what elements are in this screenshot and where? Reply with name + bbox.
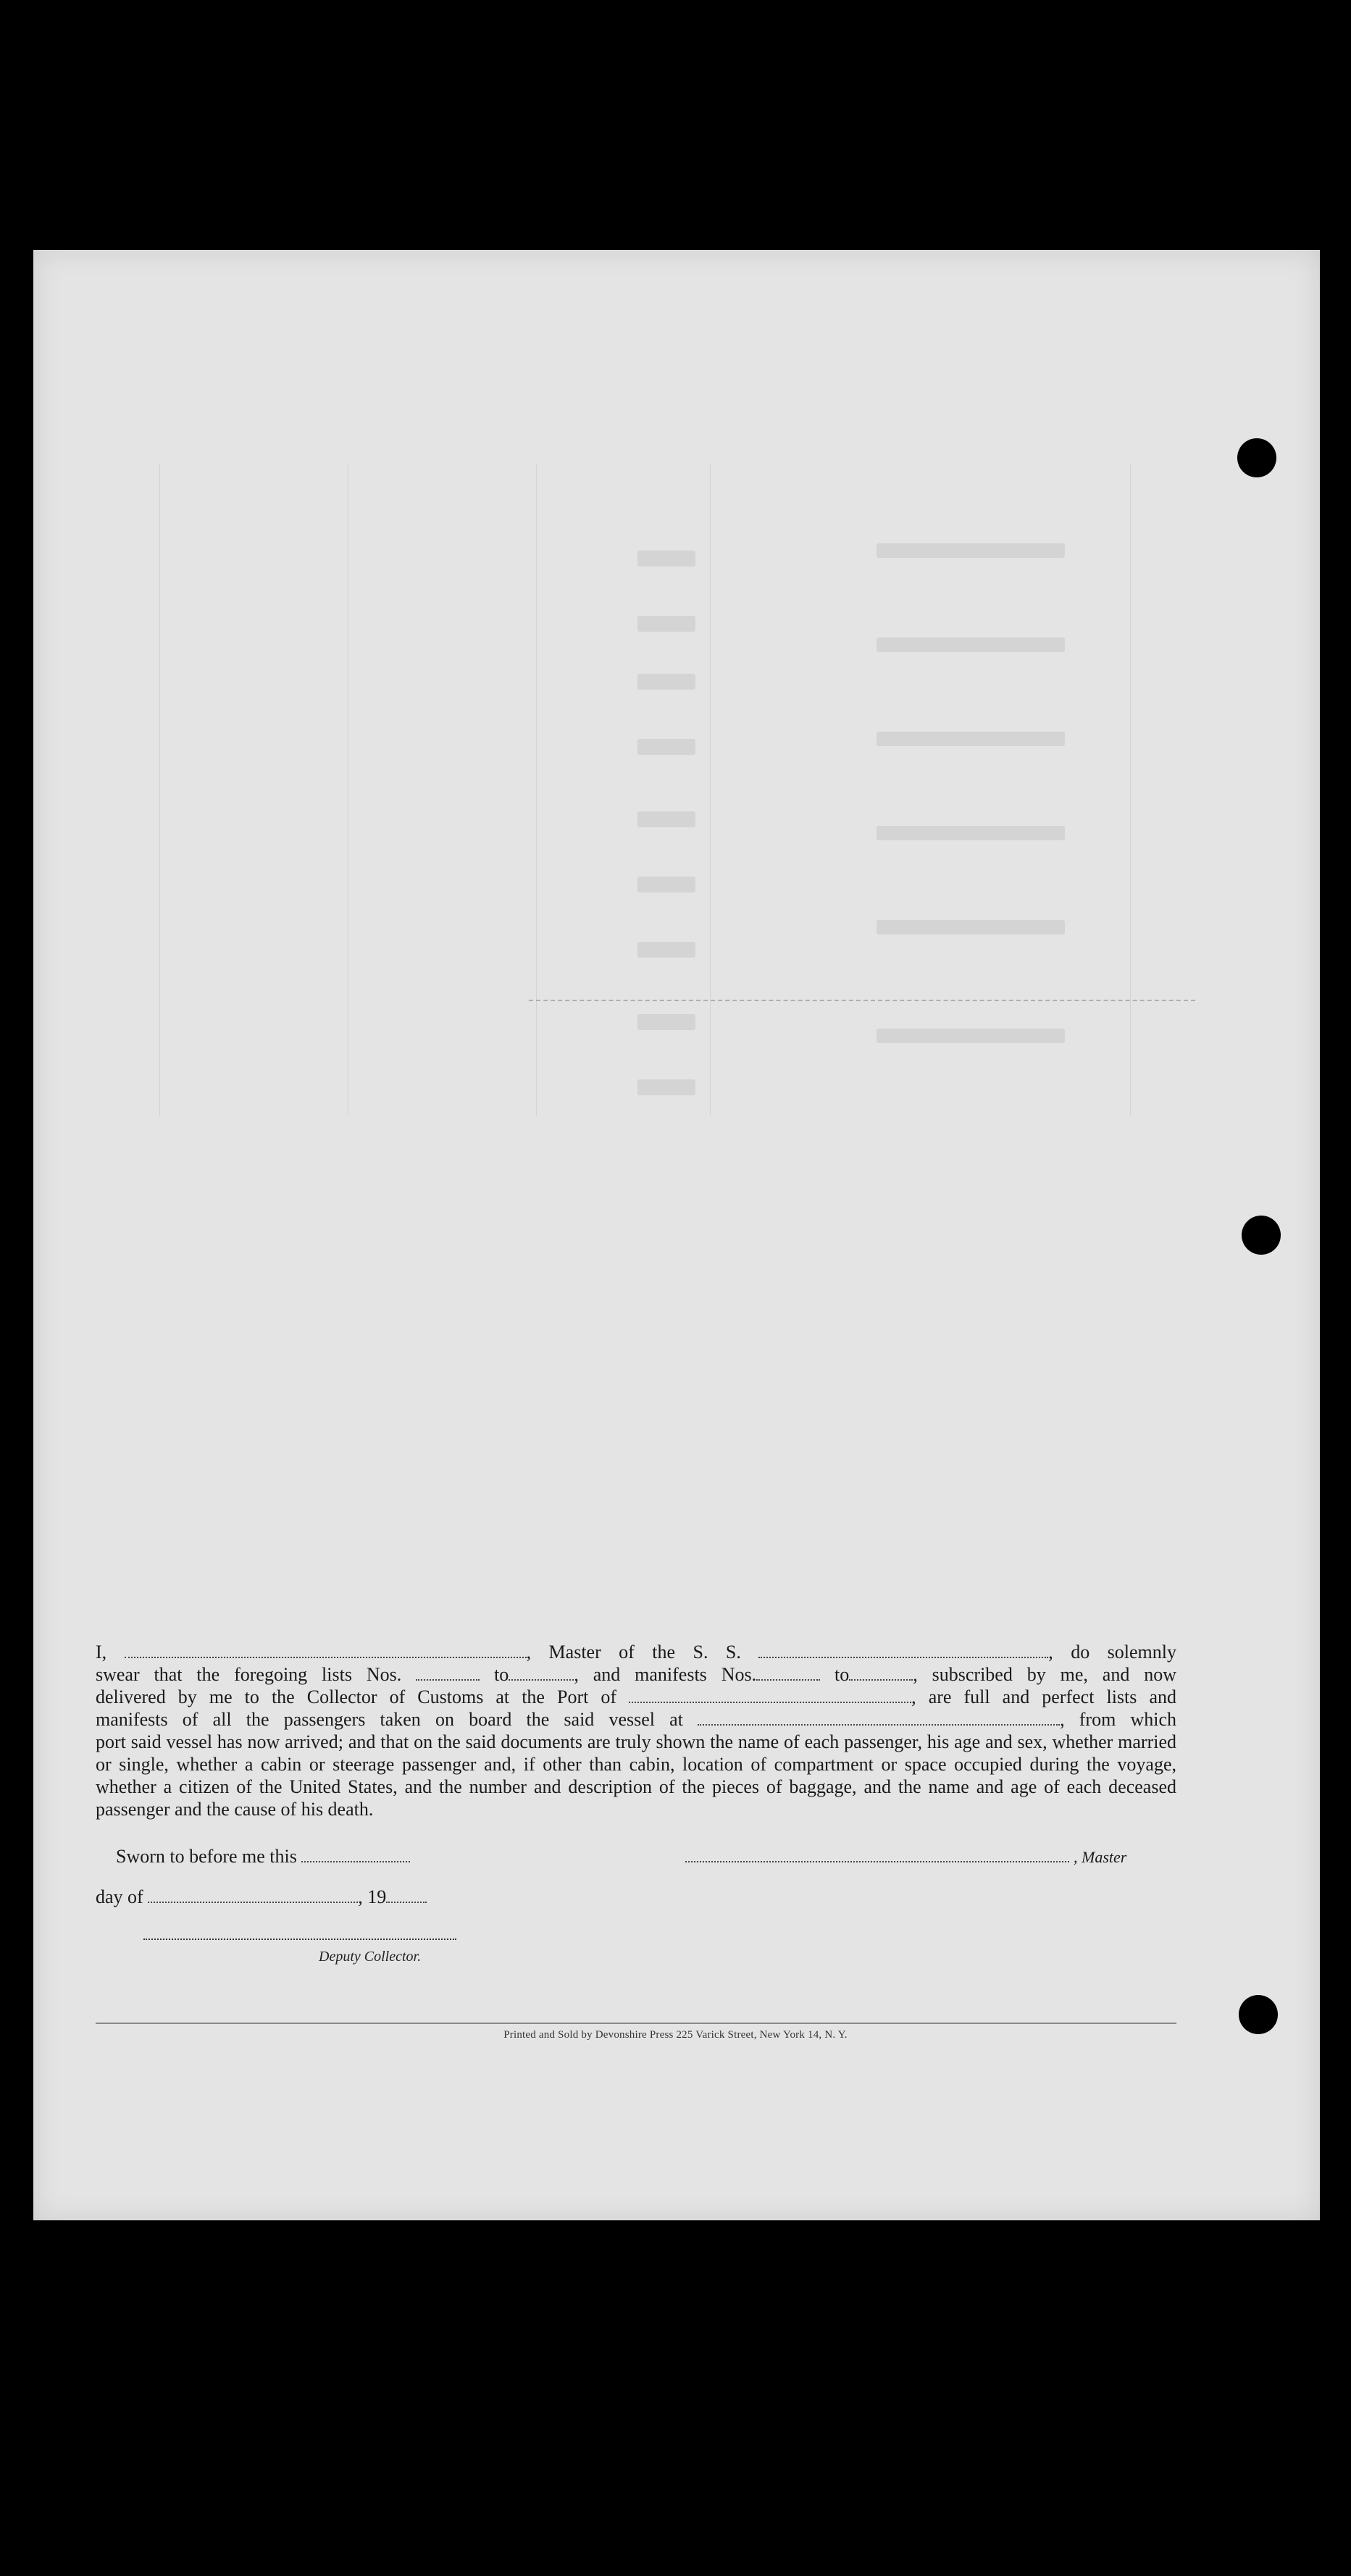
oath-text: to <box>835 1664 850 1685</box>
blank-manifest-to <box>849 1666 913 1681</box>
blank-departure-port <box>698 1711 1060 1726</box>
blank-manifest-from <box>756 1666 820 1681</box>
blank-list-to <box>509 1666 574 1681</box>
printer-imprint: Printed and Sold by Devonshire Press 225 Varick Street, New York 14, N. Y. <box>503 2029 848 2041</box>
oath-text: to <box>494 1664 509 1685</box>
show-through-table <box>72 464 1174 1116</box>
blank-vessel-name <box>758 1644 1048 1658</box>
blank-year <box>386 1889 427 1903</box>
oath-text: , subscribed by me, and now <box>913 1664 1177 1685</box>
oath-line-3 <box>96 1686 1176 1708</box>
oath-text: swear that the foregoing lists Nos. <box>96 1664 402 1685</box>
master-label: , Master <box>1074 1848 1127 1866</box>
oath-text: , do solemnly <box>1048 1642 1176 1663</box>
footer-rule <box>96 2023 1176 2024</box>
blank-master-name <box>125 1644 527 1658</box>
punch-hole <box>1239 1995 1278 2034</box>
punch-hole <box>1242 1216 1281 1255</box>
oath-line-4 <box>96 1708 1176 1731</box>
year-prefix: , 19 <box>358 1886 387 1907</box>
oath-text: , are full and perfect lists and <box>911 1686 1176 1707</box>
sworn-label: Sworn to before me this <box>116 1846 297 1867</box>
oath-text: , Master of the S. S. <box>526 1642 741 1663</box>
oath-text: manifests of all the passengers taken on board the said vessel at <box>96 1709 683 1730</box>
oath-text: delivered by me to the Collector of Customs at the Port of <box>96 1686 617 1707</box>
punch-hole <box>1237 438 1276 477</box>
oath-text: , and manifests Nos. <box>574 1664 757 1685</box>
blank-master-signature <box>685 1848 1069 1862</box>
master-signature <box>685 1846 1126 1868</box>
day-line <box>96 1886 427 1908</box>
oath-line-2 <box>96 1663 1176 1686</box>
oath-body <box>96 1731 1176 1820</box>
oath-statement <box>96 1641 1176 1820</box>
blank-list-from <box>416 1666 480 1681</box>
blank-port <box>629 1689 911 1703</box>
deputy-collector-label: Deputy Collector. <box>319 1949 422 1965</box>
deputy-signature-line <box>143 1939 456 1940</box>
oath-text: I, <box>96 1642 107 1663</box>
oath-line-1 <box>96 1641 1176 1663</box>
blank-sworn-day <box>301 1848 410 1862</box>
blank-day-month <box>148 1889 358 1903</box>
oath-text: port said vessel has now arrived; and that on the said documents are truly shown the name of each passenger, his age and sex, whether married or single, whether a cabin or steerage passenger and, if other than cabin, location of compartment or space occupied during the voyage, whether a citizen of the United States, and the number and description of the pieces of baggage, and the name and age of each deceased passenger and the cause of his death. <box>96 1731 1176 1820</box>
oath-text: , from which <box>1060 1709 1176 1730</box>
day-of-label: day of <box>96 1886 143 1907</box>
